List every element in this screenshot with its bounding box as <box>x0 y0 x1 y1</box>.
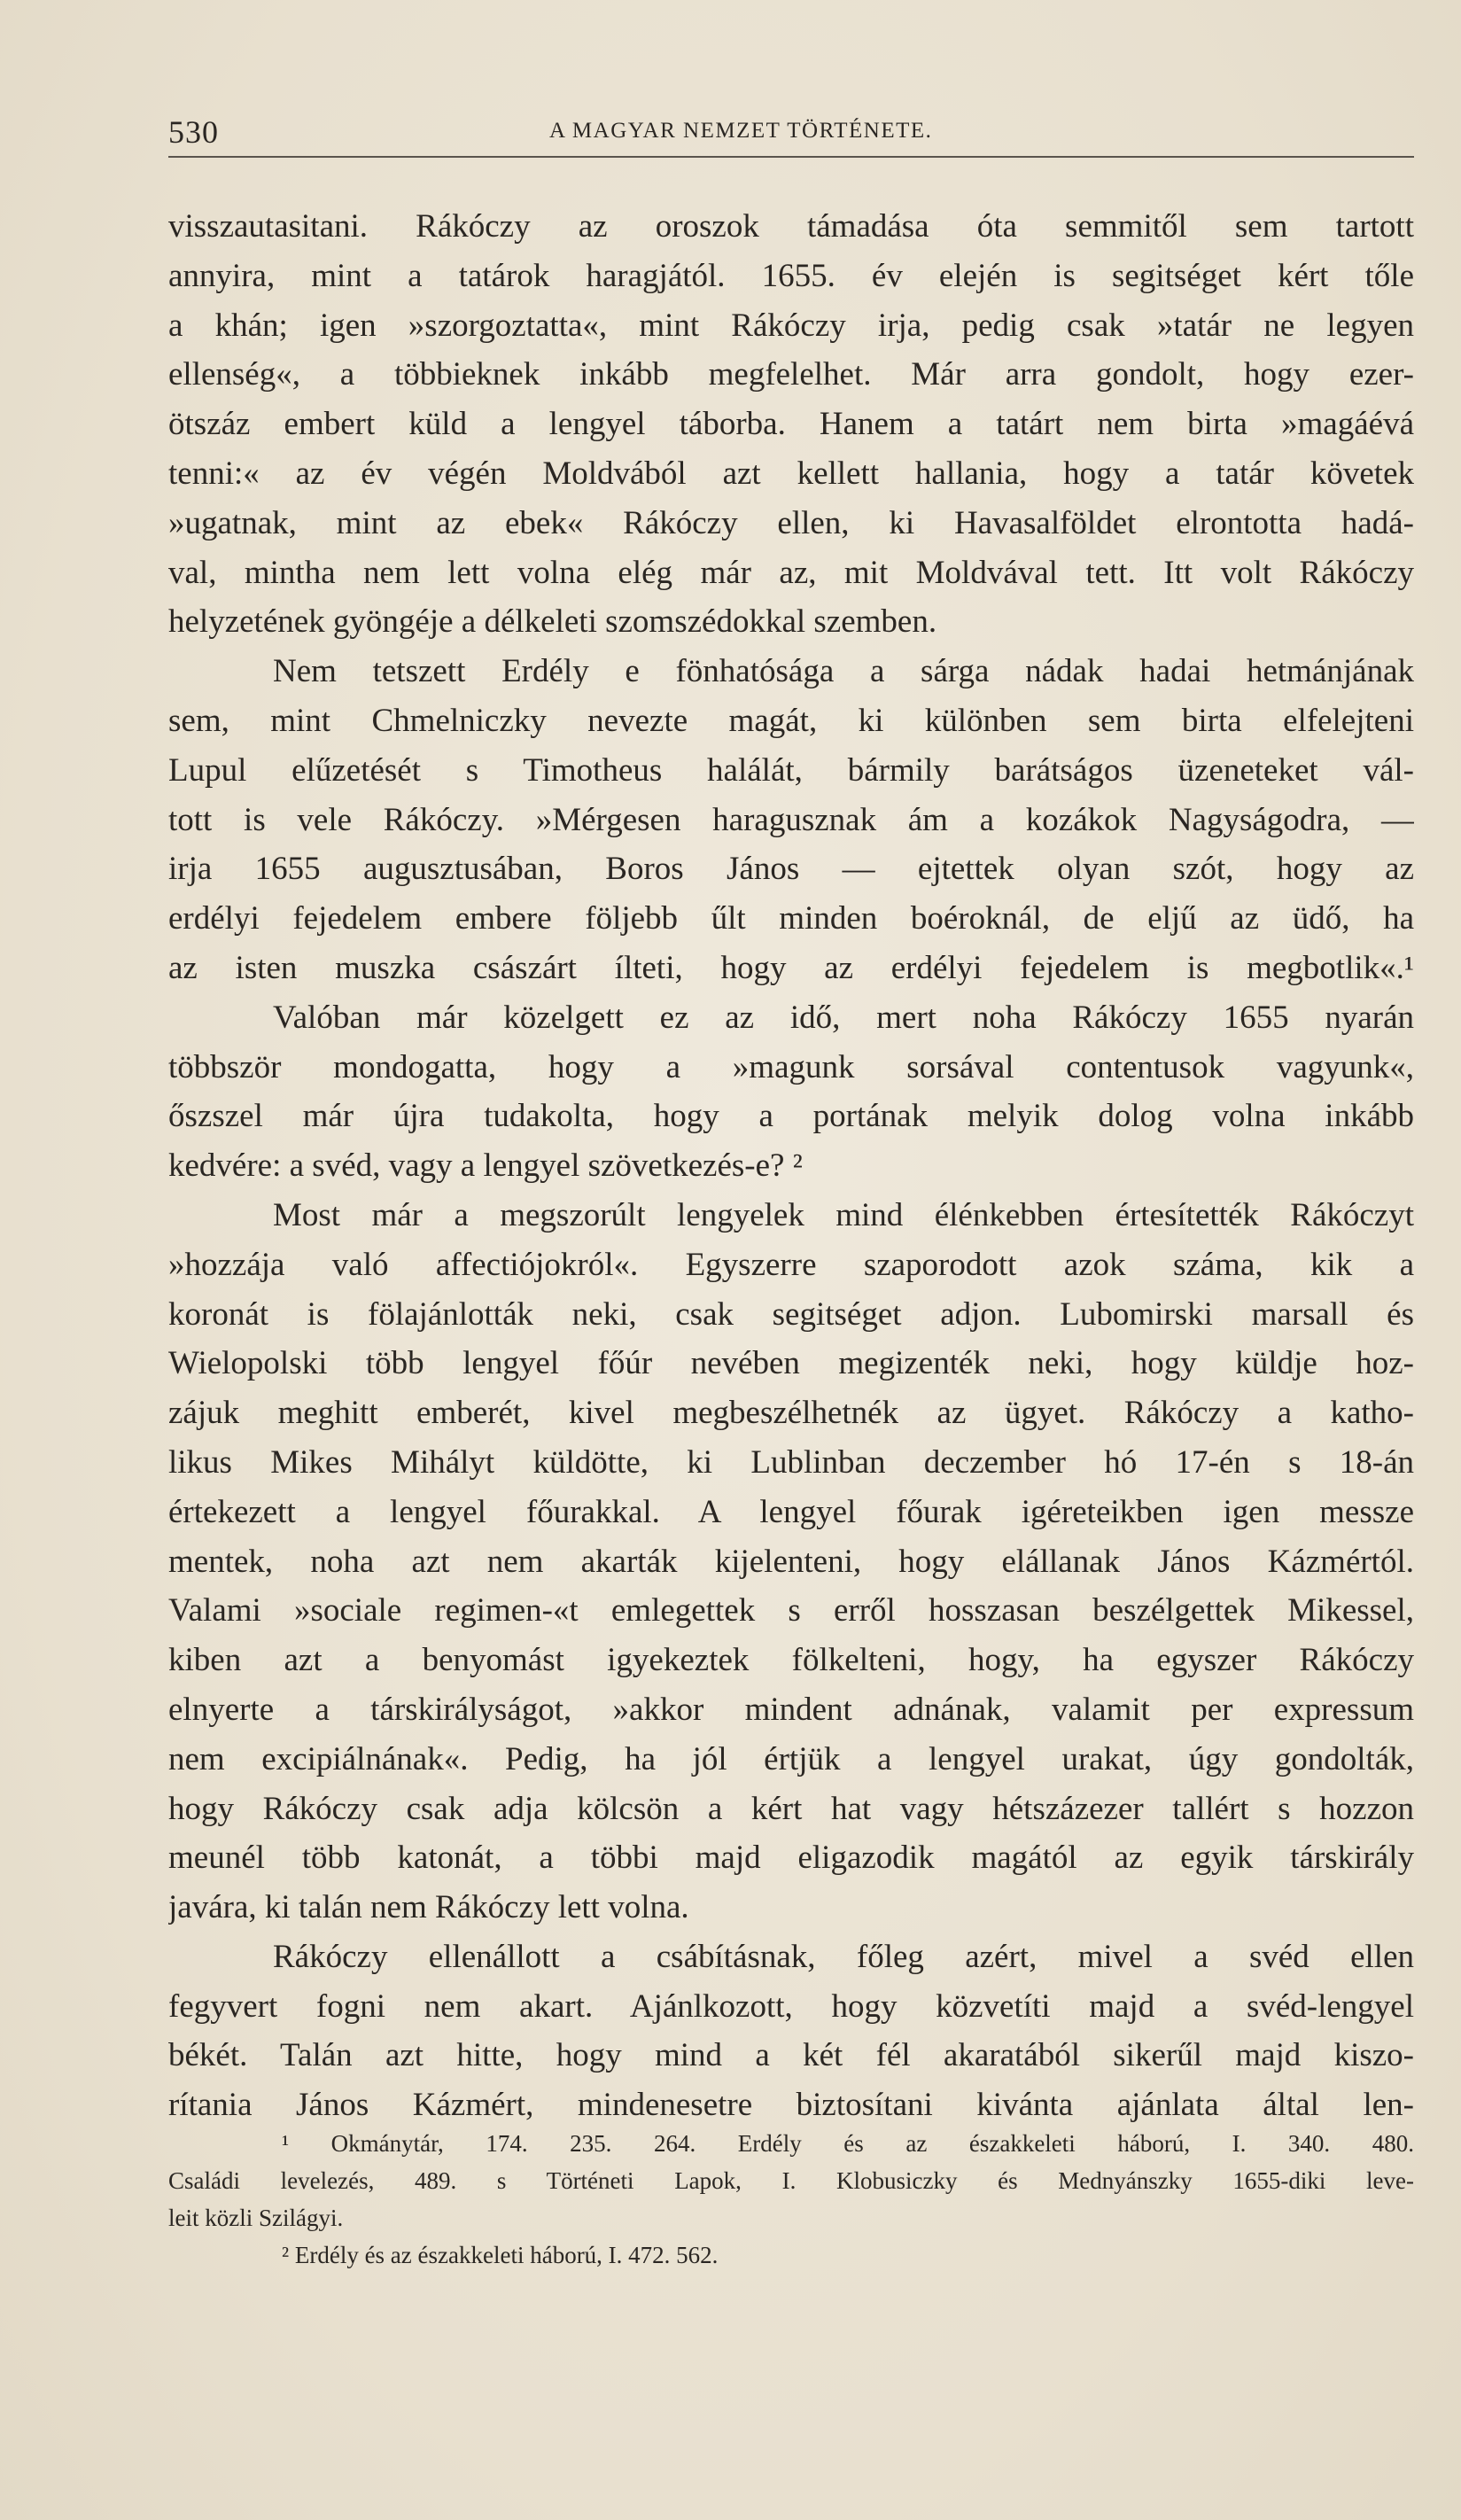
text-line: »ugatnak, mint az ebek« Rákóczy ellen, ki Havasalföldet elrontotta hadá- <box>168 504 1414 541</box>
text-line: likus Mikes Mihályt küldötte, ki Lublinban deczember hó 17-én s 18-án <box>168 1443 1414 1481</box>
body-text <box>168 202 1414 2130</box>
text-line: »hozzája való affectiójokról«. Egyszerre szaporodott azok száma, kik a <box>168 1246 1414 1283</box>
text-line: mentek, noha azt nem akarták kijelenteni, hogy elállanak János Kázmértól. <box>168 1543 1414 1580</box>
text-line: tott is vele Rákóczy. »Mérgesen haragusznak ám a kozákok Nagyságodra, — <box>168 801 1414 838</box>
text-line: Most már a megszorúlt lengyelek mind élénkebben értesítették Rákóczyt <box>273 1196 1414 1233</box>
page-header <box>168 113 1414 154</box>
text-line: őszszel már újra tudakolta, hogy a portának melyik dolog volna inkább <box>168 1098 1414 1135</box>
text-line: Valami »sociale regimen-«t emlegettek s erről hosszasan beszélgettek Mikessel, <box>168 1592 1414 1629</box>
text-line: kiben azt a benyomást igyekeztek fölkelteni, hogy, ha egyszer Rákóczy <box>168 1642 1414 1679</box>
text-line: ellenség«, a többieknek inkább megfelelhet. Már arra gondolt, hogy ezer- <box>168 356 1414 393</box>
header-rule <box>168 156 1414 158</box>
text-line: elnyerte a társkirályságot, »akkor mindent adnának, valamit per expressum <box>168 1691 1414 1728</box>
text-line: meunél több katonát, a többi majd eligazodik magától az egyik társkirály <box>168 1839 1414 1877</box>
text-line: Nem tetszett Erdély e fönhatósága a sárga nádak hadai hetmánjának <box>273 653 1414 690</box>
text-line: javára, ki talán nem Rákóczy lett volna. <box>168 1889 689 1926</box>
text-line: békét. Talán azt hitte, hogy mind a két fél akaratából sikerűl majd kiszo- <box>168 2037 1414 2074</box>
text-line: fegyvert fogni nem akart. Ajánlkozott, hogy közvetíti majd a svéd-lengyel <box>168 1987 1414 2025</box>
text-line: zájuk meghitt emberét, kivel megbeszélhetnék az ügyet. Rákóczy a katho- <box>168 1395 1414 1432</box>
running-title: A MAGYAR NEMZET TÖRTÉNETE. <box>549 119 933 143</box>
footnote-line: Családi levelezés, 489. s Történeti Lapok, I. Klobusiczky és Mednyánszky 1655-diki leve- <box>168 2167 1414 2194</box>
footnote-line: ¹ Okmánytár, 174. 235. 264. Erdély és az északkeleti háború, I. 340. 480. <box>282 2130 1414 2157</box>
text-line: val, mintha nem lett volna elég már az, mit Moldvával tett. Itt volt Rákóczy <box>168 554 1414 591</box>
text-line: értekezett a lengyel főurakkal. A lengyel főurak igéreteikben igen messze <box>168 1493 1414 1530</box>
text-line: tenni:« az év végén Moldvából azt kellett hallania, hogy a tatár követek <box>168 455 1414 492</box>
text-line: erdélyi fejedelem embere följebb űlt minden boéroknál, de eljű az üdő, ha <box>168 900 1414 937</box>
text-line: irja 1655 augusztusában, Boros János — ejtettek olyan szót, hogy az <box>168 851 1414 888</box>
text-line: sem, mint Chmelniczky nevezte magát, ki különben sem birta elfelejteni <box>168 702 1414 739</box>
text-line: Valóban már közelgett ez az idő, mert noha Rákóczy 1655 nyarán <box>273 999 1414 1036</box>
text-line: hogy Rákóczy csak adja kölcsön a kért hat vagy hétszázezer tallért s hozzon <box>168 1790 1414 1827</box>
text-line: koronát is fölajánlották neki, csak segitséget adjon. Lubomirski marsall és <box>168 1295 1414 1333</box>
text-line: annyira, mint a tatárok haragjától. 1655. év elején is segitséget kért tőle <box>168 257 1414 294</box>
text-line: az isten muszka császárt ílteti, hogy az erdélyi fejedelem is megbotlik«.¹ <box>168 949 1414 986</box>
text-line: visszautasitani. Rákóczy az oroszok támadása óta semmitől sem tartott <box>168 208 1414 245</box>
text-line: kedvére: a svéd, vagy a lengyel szövetkezés-e? ² <box>168 1147 803 1185</box>
text-line: helyzetének gyöngéje a délkeleti szomszédokkal szemben. <box>168 603 937 641</box>
text-line: a khán; igen »szorgoztatta«, mint Rákóczy irja, pedig csak »tatár ne legyen <box>168 307 1414 344</box>
text-line: rítania János Kázmért, mindenesetre biztosítani kivánta ajánlata által len- <box>168 2087 1414 2124</box>
text-line: Lupul elűzetését s Timotheus halálát, bármily barátságos üzeneteket vál- <box>168 751 1414 789</box>
footnote-line: ² Erdély és az északkeleti háború, I. 472. 562. <box>282 2242 719 2268</box>
footnotes <box>168 2125 1414 2274</box>
text-line: többször mondogatta, hogy a »magunk sorsával contentusok vagyunk«, <box>168 1048 1414 1085</box>
text-line: nem excipiálnának«. Pedig, ha jól értjük a lengyel urakat, úgy gondolták, <box>168 1740 1414 1777</box>
footnote-line: leit közli Szilágyi. <box>168 2205 344 2231</box>
text-line: Wielopolski több lengyel főúr nevében megizenték neki, hogy küldje hoz- <box>168 1345 1414 1382</box>
text-line: ötszáz embert küld a lengyel táborba. Hanem a tatárt nem birta »magáévá <box>168 406 1414 443</box>
text-line: Rákóczy ellenállott a csábításnak, főleg azért, mivel a svéd ellen <box>273 1938 1414 1975</box>
page-number: 530 <box>168 114 219 150</box>
